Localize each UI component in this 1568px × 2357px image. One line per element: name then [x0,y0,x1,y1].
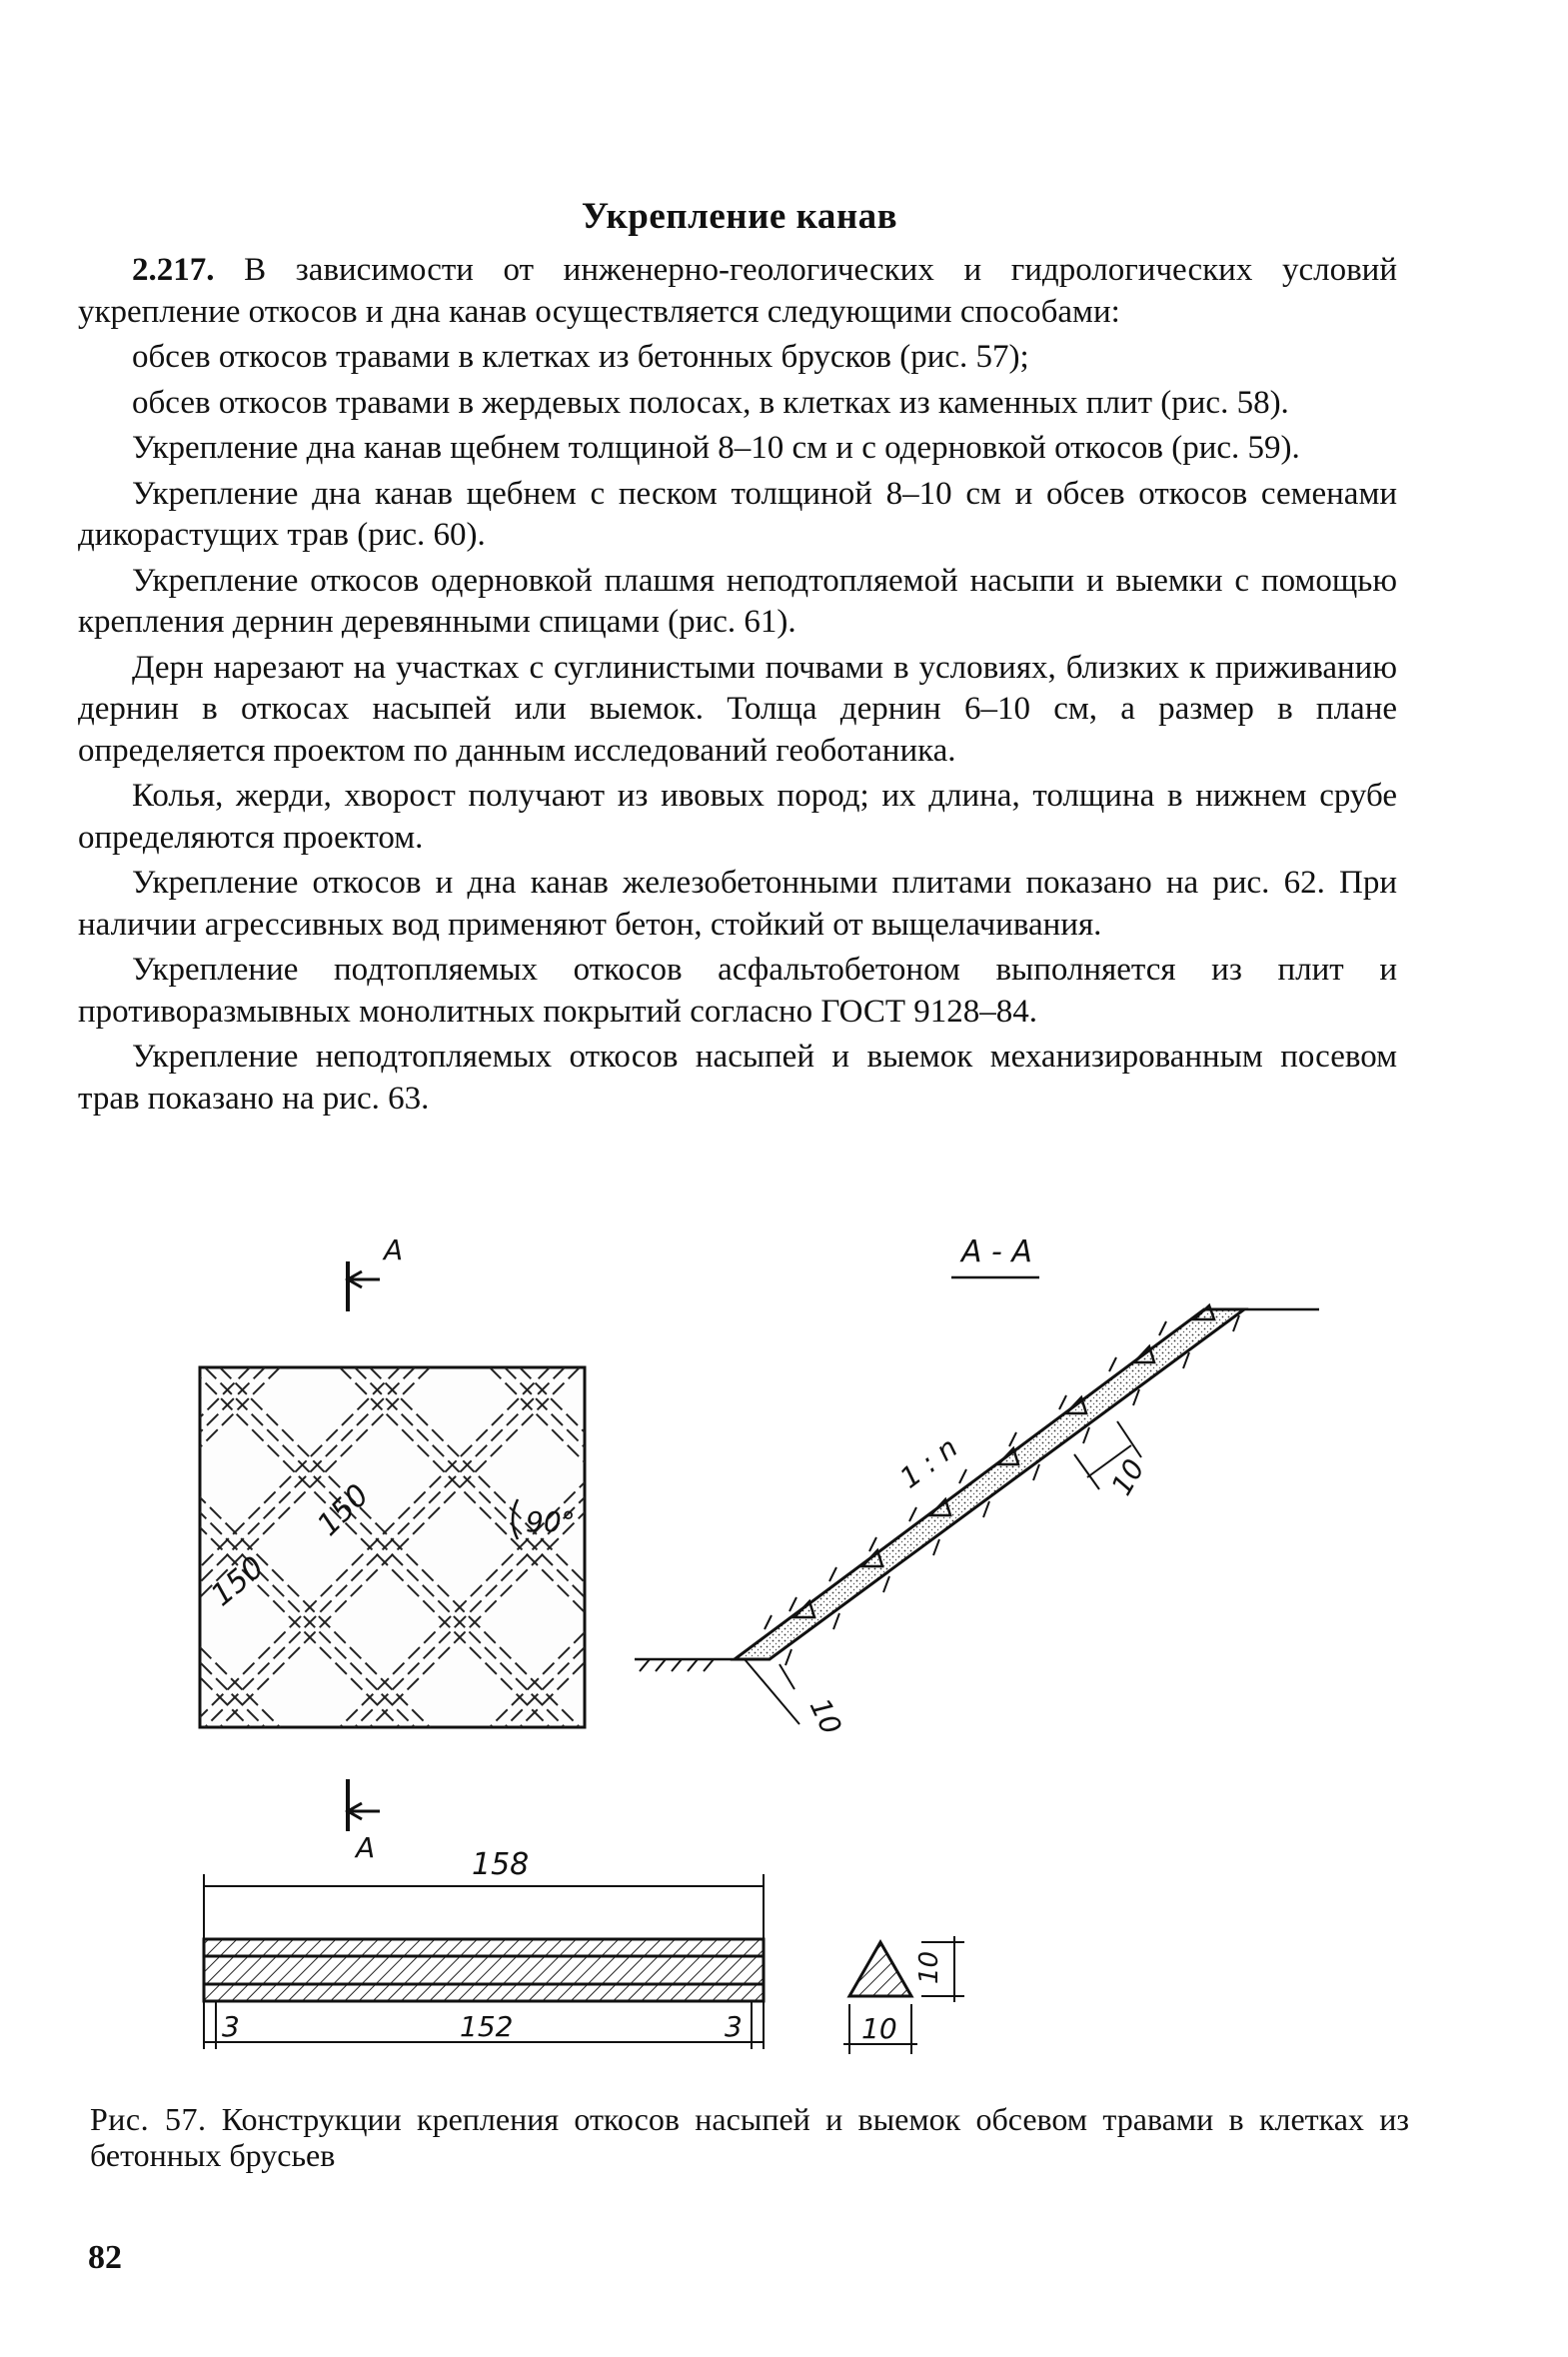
bar-length-inner: 152 [460,2010,514,2043]
figure-bar-detail [190,1844,1009,2074]
bar-detail [204,1847,764,2049]
paragraph: Укрепление дна канав щебнем с песком толщиной 8–10 см и обсев откосов семенами дикорастущих трав (рис. 60). [78,475,1397,553]
paragraph: Укрепление дна канав щебнем толщиной 8–10 см и с одерновкой откосов (рис. 59). [132,430,1300,466]
section-mark-top [348,1233,403,1311]
bar-length-total: 158 [472,1847,530,1882]
plan-angle: 90° [526,1505,576,1538]
body-text [78,250,1397,1124]
bar-offset-right: 3 [725,2010,743,2043]
paragraph: Колья, жерди, хворост получают из ивовых пород; их длина, толщина в нижнем срубе определяются проектом. [78,778,1397,856]
section-mark-top-label: A [384,1233,404,1266]
page-number: 82 [88,2239,122,2276]
paragraph: Укрепление неподтопляемых откосов насыпей и выемок механизированным посевом трав показано на рис. 63. [78,1039,1397,1117]
section-title: Укрепление канав [581,196,898,237]
section-thickness-top: 10 [1104,1453,1151,1501]
figure-plan-and-section [190,1219,1369,1859]
section-mark-bottom-label: A [356,1831,376,1859]
section-thickness-bottom: 10 [802,1693,848,1740]
triangle-profile [843,1936,964,2054]
bar-offset-left: 3 [222,2010,240,2043]
paragraph: обсев откосов травами в жердевых полосах, в клетках из каменных плит (рис. 58). [132,384,1289,421]
plan-dim-b: 150 [310,1477,377,1543]
paragraph: Укрепление подтопляемых откосов асфальтобетоном выполняется из плит и противоразмывных монолитных покрытий согласно ГОСТ 9128–84. [78,952,1397,1030]
paragraph: Укрепление откосов и дна канав железобетонными плитами показано на рис. 62. При наличии агрессивных вод применяют бетон, стойкий от выщелачивания. [78,865,1397,943]
figure-caption-label: Рис. 57. [90,2101,207,2137]
figure-caption-text: Конструкции крепления откосов насыпей и выемок обсевом травами в клетках из бетонных брусьев [90,2101,1410,2173]
paragraph: 2.217. В зависимости от инженерно-геологических и гидрологических условий укрепление откосов и дна канав осуществляется следующими способами: [78,252,1397,330]
plan-view [190,1367,879,1727]
paragraph: Укрепление откосов одерновкой плашмя неподтопляемой насыпи и выемки с помощью крепления дернин деревянными спицами (рис. 61). [78,562,1397,640]
section-title-a-a: A - A [961,1234,1032,1269]
triangle-height: 10 [914,1950,944,1984]
paragraph: обсев откосов травами в клетках из бетонных брусков (рис. 57); [132,339,1029,375]
plan-dim-a: 150 [204,1549,272,1614]
slope-label: 1 : n [893,1430,964,1495]
figure-caption [90,2101,1409,2173]
triangle-base: 10 [861,2012,897,2045]
section-a-a [635,1234,1319,1739]
paragraph-number: 2.217. [132,252,215,288]
paragraph: Дерн нарезают на участках с суглинистыми почвами в условиях, близких к приживанию дернин в откосах насыпей или выемок. Толща дернин 6–10 см, а размер в плане определяется проектом по данным исследований геоботаника. [78,649,1397,769]
